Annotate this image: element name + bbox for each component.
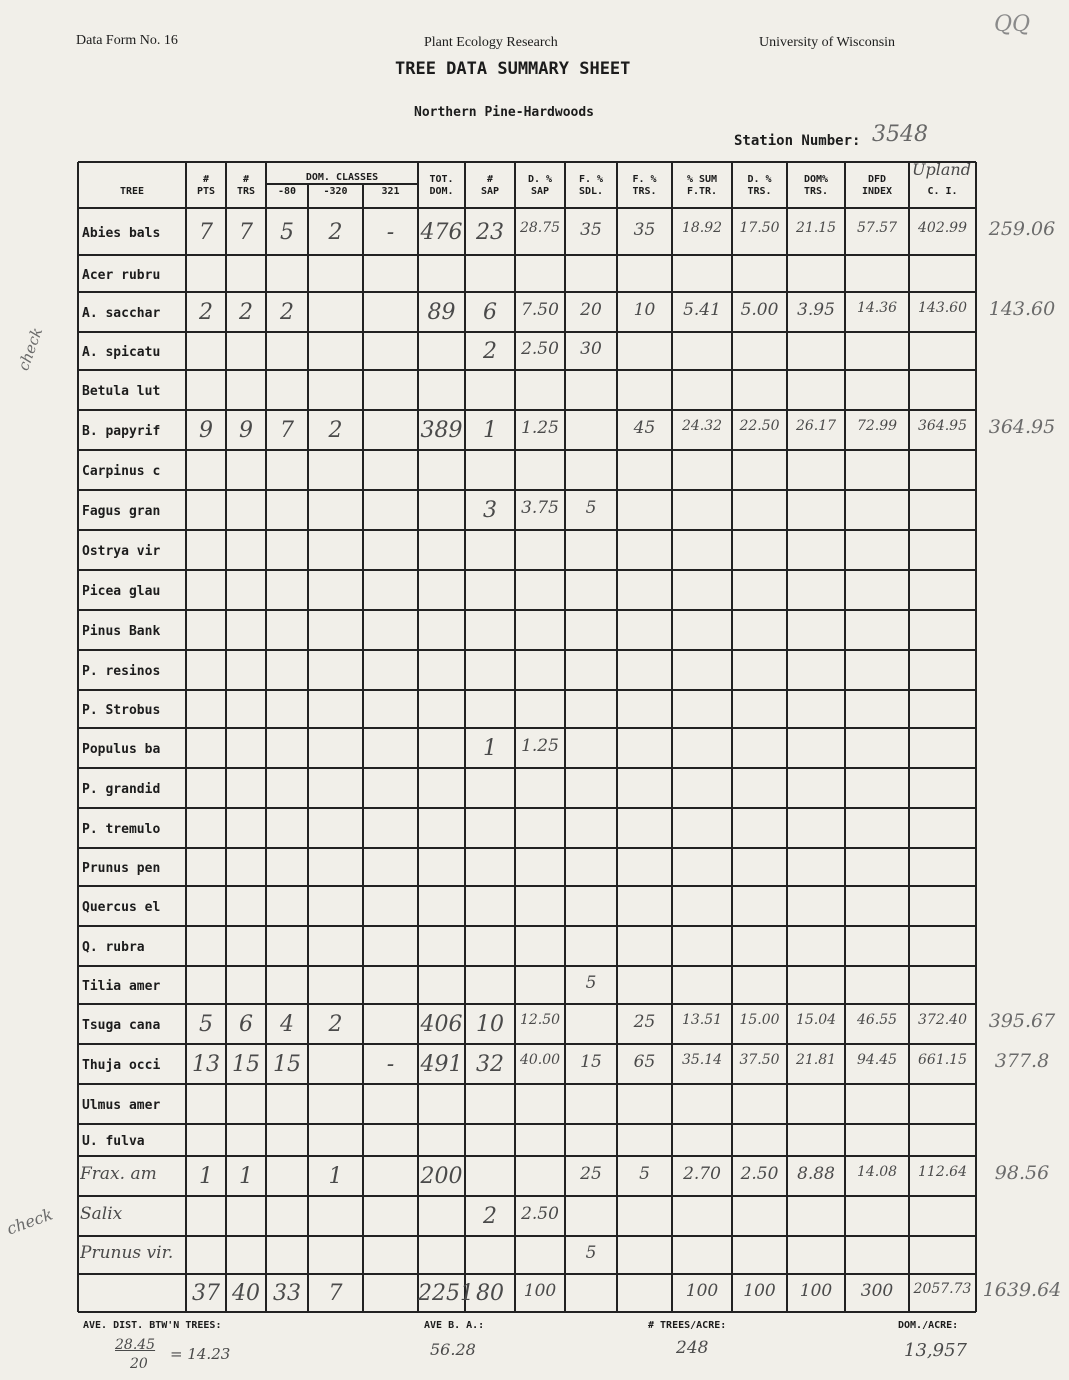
tree-name: B. papyrif: [82, 424, 161, 439]
table-cell: 112.64: [918, 1164, 967, 1180]
margin-total: 364.95: [988, 416, 1056, 438]
table-cell: 5.00: [740, 300, 779, 320]
table-cell: 2: [328, 219, 343, 245]
table-cell: 9: [239, 418, 253, 443]
col-header-ci: C. I.: [927, 186, 958, 197]
table-cell: 15.00: [739, 1012, 780, 1028]
margin-check-note: check: [4, 1204, 56, 1239]
table-cell: 40.00: [519, 1052, 561, 1068]
table-cell: 35: [633, 219, 656, 240]
table-cell: 72.99: [856, 418, 898, 434]
table-cell: 10: [633, 300, 656, 320]
tree-name: Salix: [80, 1204, 123, 1224]
tree-name: P. grandid: [82, 782, 161, 797]
table-cell: 7: [280, 418, 294, 443]
col-header-dom-classes: DOM. CLASSES: [305, 172, 379, 183]
table-cell: 300: [860, 1281, 894, 1301]
col-header-dfd: DFD INDEX: [861, 174, 893, 197]
tree-name: Ostrya vir: [82, 544, 161, 559]
table-cell: 100: [685, 1281, 719, 1301]
tree-name: Carpinus c: [82, 464, 161, 479]
station-label: Station Number:: [734, 133, 861, 149]
table-cell: 5: [585, 973, 597, 993]
table-cell: 40: [232, 1281, 260, 1306]
university-name: University of Wisconsin: [759, 35, 896, 50]
table-cell: 3.95: [797, 300, 835, 320]
table-cell: 65: [633, 1052, 656, 1072]
margin-total: 377.8: [994, 1050, 1050, 1072]
tree-name: Pinus Bank: [82, 624, 161, 639]
ave-ba-label: AVE B. A.:: [424, 1320, 485, 1331]
table-cell: 37.50: [739, 1052, 780, 1068]
table-cell: 143.60: [918, 300, 967, 316]
table-cell: 7: [199, 219, 213, 245]
tree-name: P. Strobus: [82, 703, 161, 718]
ave-ba-value: 56.28: [430, 1340, 476, 1359]
table-cell: 2.50: [740, 1164, 779, 1184]
col-header-trs: # TRS: [236, 174, 256, 197]
col-header-upland: Upland: [912, 160, 971, 179]
table-cell: 5: [199, 1012, 213, 1037]
ave-dist-denominator: 20: [130, 1356, 148, 1372]
table-cell: 6: [483, 300, 497, 325]
table-cell: 89: [427, 300, 456, 325]
col-header-321: 321: [381, 186, 400, 197]
table-cell: 32: [476, 1052, 504, 1077]
tree-name: P. tremulo: [82, 822, 161, 837]
table-cell: 2.50: [521, 1204, 559, 1224]
table-cell: 2.50: [521, 339, 559, 359]
col-header-dom-trs: DOM% TRS.: [803, 174, 829, 197]
tree-name: Tsuga cana: [82, 1018, 161, 1033]
page-title: TREE DATA SUMMARY SHEET: [395, 59, 631, 79]
table-cell: 2: [483, 339, 497, 364]
table-cell: 21.81: [795, 1052, 837, 1068]
table-cell: 1: [328, 1164, 343, 1189]
tree-name: A. spicatu: [82, 345, 161, 360]
col-header-sap: # SAP: [480, 174, 500, 197]
table-cell: 2: [328, 418, 343, 443]
table-cell: 15: [232, 1052, 260, 1077]
table-cell: 28.75: [519, 219, 561, 236]
table-cell: 2: [239, 300, 253, 325]
table-cell: 1: [483, 418, 497, 443]
table-cell: 13: [192, 1052, 220, 1077]
table-cell: 4: [280, 1012, 294, 1037]
tree-name: U. fulva: [82, 1134, 145, 1149]
table-cell: 5: [585, 498, 597, 518]
table-cell: 14.36: [856, 300, 898, 316]
table-cell: 10: [476, 1012, 504, 1037]
margin-check-note: check: [14, 325, 47, 373]
table-cell: 7: [239, 219, 253, 245]
table-cell: 15.04: [795, 1012, 837, 1028]
table-cell: 1.25: [521, 736, 559, 756]
table-cell: 5: [639, 1164, 650, 1184]
table-cell: 46.55: [856, 1012, 898, 1028]
tree-name: Thuja occi: [82, 1058, 161, 1073]
col-header-sum-ftr: % SUM F.TR.: [686, 174, 718, 197]
table-cell: 35.14: [681, 1052, 723, 1068]
page-subtitle: Northern Pine-Hardwoods: [414, 105, 595, 120]
table-cell: 1.25: [521, 418, 559, 438]
table-cell: 2: [199, 300, 213, 325]
table-cell: 30: [580, 339, 602, 359]
table-cell: 33: [273, 1281, 301, 1306]
table-cell: 364.95: [918, 418, 967, 434]
table-cell: 3.75: [521, 498, 559, 518]
station-number: 3548: [872, 122, 928, 147]
table-cell: 20: [580, 300, 602, 320]
tree-name: Abies bals: [82, 225, 161, 241]
col-header-tot-dom: TOT. DOM.: [429, 174, 454, 197]
table-cell: 2.70: [683, 1164, 721, 1184]
table-cell: 37: [192, 1281, 220, 1306]
tree-name: Betula lut: [82, 384, 161, 399]
tree-name: Picea glau: [82, 584, 161, 599]
table-cell: 372.40: [918, 1012, 967, 1028]
dom-acre-label: DOM./ACRE:: [898, 1320, 959, 1331]
tree-name: Q. rubra: [82, 940, 145, 955]
table-cell: 80: [476, 1281, 504, 1306]
table-cell: 25: [633, 1012, 656, 1032]
tree-name: Populus ba: [82, 742, 161, 757]
col-header-f-trs: F. % TRS.: [632, 174, 657, 197]
col-header-320: -320: [323, 186, 348, 197]
table-cell: 2: [280, 300, 294, 325]
table-cell: 7: [328, 1281, 343, 1306]
ave-dist-label: AVE. DIST. BTW'N TREES:: [83, 1320, 222, 1331]
table-cell: 100: [743, 1281, 776, 1301]
dom-acre-value: 13,957: [904, 1340, 967, 1361]
ave-dist-numerator: 28.45: [115, 1337, 156, 1353]
col-header-pts: # PTS: [196, 174, 216, 197]
table-cell: 18.92: [681, 219, 723, 236]
table-cell: 3: [483, 498, 497, 523]
table-cell: 661.15: [918, 1052, 967, 1068]
table-cell: 491: [420, 1052, 463, 1077]
table-cell: -: [386, 1052, 395, 1077]
col-header-d-sap: D. % SAP: [527, 174, 553, 197]
table-cell: 1: [239, 1164, 253, 1189]
table-cell: 1: [199, 1164, 213, 1189]
table-cell: 15: [273, 1052, 301, 1077]
table-cell: 7.50: [521, 300, 559, 320]
trees-acre-value: 248: [676, 1338, 709, 1358]
table-cell: 15: [580, 1052, 602, 1072]
table-cell: 6: [239, 1012, 253, 1037]
table-cell: 2: [483, 1204, 497, 1229]
table-cell: 13.51: [681, 1012, 723, 1028]
col-header-tree: TREE: [119, 186, 145, 197]
col-header-d-trs: D. % TRS.: [747, 174, 772, 197]
tree-name: Tilia amer: [82, 979, 161, 994]
table-cell: 200: [420, 1164, 463, 1189]
table-cell: 17.50: [739, 219, 780, 236]
table-cell: 5: [585, 1243, 597, 1263]
corner-mark: QQ: [994, 12, 1031, 37]
tree-name: A. sacchar: [82, 306, 161, 321]
table-cell: 5.41: [683, 300, 721, 320]
table-cell: 402.99: [918, 219, 967, 236]
col-header-80: -80: [277, 186, 297, 197]
trees-acre-label: # TREES/ACRE:: [648, 1320, 727, 1331]
tree-name: Fagus gran: [82, 504, 161, 519]
table-cell: 100: [799, 1281, 833, 1301]
table-cell: 8.88: [797, 1164, 835, 1184]
table-cell: 2057.73: [913, 1281, 972, 1297]
tree-name: Ulmus amer: [82, 1098, 161, 1113]
margin-total: 259.06: [988, 217, 1056, 240]
table-cell: 100: [523, 1281, 557, 1301]
tree-name: Prunus pen: [82, 861, 161, 876]
table-cell: 2: [328, 1012, 343, 1037]
tree-name: Acer rubru: [82, 267, 161, 283]
table-cell: 21.15: [795, 219, 837, 236]
table-cell: 1: [483, 736, 497, 761]
col-header-f-sdl: F. % SDL.: [578, 174, 604, 197]
table-cell: 94.45: [856, 1052, 898, 1068]
table-cell: 45: [633, 418, 656, 438]
tree-name: Prunus vir.: [80, 1243, 174, 1263]
ave-dist-result: = 14.23: [170, 1345, 231, 1363]
table-cell: -: [386, 219, 395, 245]
tree-name: Quercus el: [82, 900, 161, 915]
margin-total: 143.60: [988, 298, 1056, 320]
margin-total: 98.56: [994, 1162, 1050, 1184]
tree-name: Frax. am: [80, 1164, 157, 1184]
table-cell: 23: [476, 219, 504, 245]
table-cell: 12.50: [519, 1012, 561, 1028]
table-cell: 9: [199, 418, 213, 443]
table-cell: 5: [280, 219, 294, 245]
table-cell: 14.08: [856, 1164, 898, 1180]
center-title: Plant Ecology Research: [424, 35, 558, 50]
table-cell: 35: [580, 219, 602, 240]
table-cell: 476: [420, 219, 463, 245]
table-cell: 57.57: [856, 219, 898, 236]
table-cell: 406: [420, 1012, 463, 1037]
margin-total: 1639.64: [982, 1279, 1062, 1301]
table-cell: 2251: [418, 1281, 474, 1306]
table-cell: 22.50: [739, 418, 780, 434]
form-number: Data Form No. 16: [76, 33, 178, 48]
table-cell: 24.32: [681, 418, 723, 434]
table-cell: 26.17: [795, 418, 837, 434]
table-cell: 25: [580, 1164, 602, 1184]
table-cell: 389: [420, 418, 463, 443]
tree-name: P. resinos: [82, 664, 161, 679]
margin-total: 395.67: [988, 1010, 1056, 1032]
